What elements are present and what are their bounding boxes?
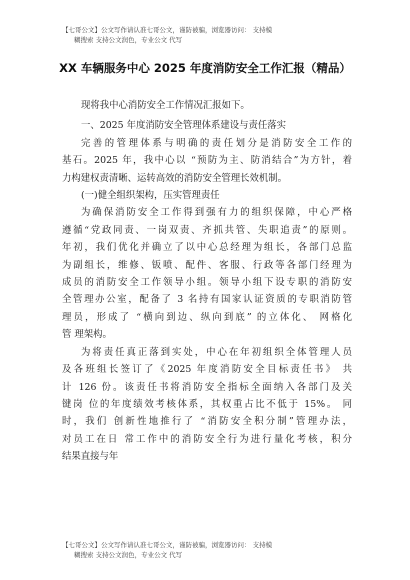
paragraph-line: 力构建权责清晰、运转高效的消防安全管理长效机制。 [62, 172, 288, 184]
paragraph-line: 管 理架构。 [62, 329, 112, 341]
paragraph-line: 年初，我们优化并确立了以中心总经理为组长，各部门总监 [62, 242, 352, 254]
paragraph-3 [62, 344, 352, 466]
document-body [62, 97, 352, 466]
section-heading-1: 一、2025 年度消防安全管理体系建设与责任落实 [81, 120, 286, 132]
paragraph-line: 为确保消防安全工作得到强有力的组织保障，中心严格 [81, 207, 352, 219]
page-footer [62, 540, 362, 560]
footer-line-1: 【七哥公文】公文写作请认准七哥公文，谨防被骗，浏览器访问： 支持模 [62, 541, 273, 549]
paragraph-line: 结果直接与年 [62, 451, 119, 463]
paragraph-line: 成员的消防安全工作领导小组。领导小组下设专职的消防安 [62, 277, 352, 289]
page-header [62, 25, 362, 45]
paragraph-line: 基石。2025 年，我中心以 “预防为主、防消结合”为方针，着 [62, 155, 352, 167]
paragraph-2 [62, 204, 352, 343]
paragraph-1 [62, 135, 352, 187]
document-title: XX 车辆服务中心 2025 年度消防安全工作汇报（精品） [59, 61, 351, 75]
paragraph-line: 为将责任真正落到实处，中心在年初组织全体管理人员 [81, 346, 352, 358]
paragraph-line: 时，我们 创新性地推行了 “消防安全积分制”管理办法， [62, 416, 352, 428]
header-line-2: 糊搜索 支持公文润色，专业公文 代写 [74, 36, 183, 44]
header-line-1: 【七哥公文】公文写作请认准七哥公文，谨防被骗，浏览器访问： 支持模 [62, 26, 273, 34]
paragraph-line: 完善的管理体系与明确的责任划分是消防安全工作的 [81, 137, 352, 149]
subsection-heading-1: (一)健全组织架构，压实管理责任 [81, 190, 220, 202]
paragraph-line: 为副组长，维修、钣喷、配件、客服、行政等各部门经理为 [62, 259, 352, 271]
footer-line-2: 糊搜索 支持公文润色，专业公文 代写 [74, 551, 183, 559]
paragraph-line: 遵循“党政同责、一岗双责、齐抓共管、失职追责”的原则。 [62, 224, 352, 236]
paragraph-line: 键岗 位的年度绩效考核体系，其权重占比不低于 15%。 同 [62, 398, 352, 410]
paragraph-line: 及各班组长签订了《2025 年度消防安全目标责任书》 共 [62, 364, 352, 376]
paragraph-line: 对员工在日 常工作中的消防安全行为进行量化考核，积分 [62, 433, 352, 445]
paragraph-line: 理员，形成了 “横向到边、纵向到底” 的立体化、 网格化 [62, 311, 352, 323]
paragraph-line: 计 126 份。该责任书将消防安全指标全面纳入各部门及关 [62, 381, 352, 393]
intro-paragraph: 现将我中心消防安全工作情况汇报如下。 [81, 100, 250, 111]
paragraph-line: 全管理办公室，配备了 3 名持有国家认证资质的专职消防管 [62, 294, 352, 306]
